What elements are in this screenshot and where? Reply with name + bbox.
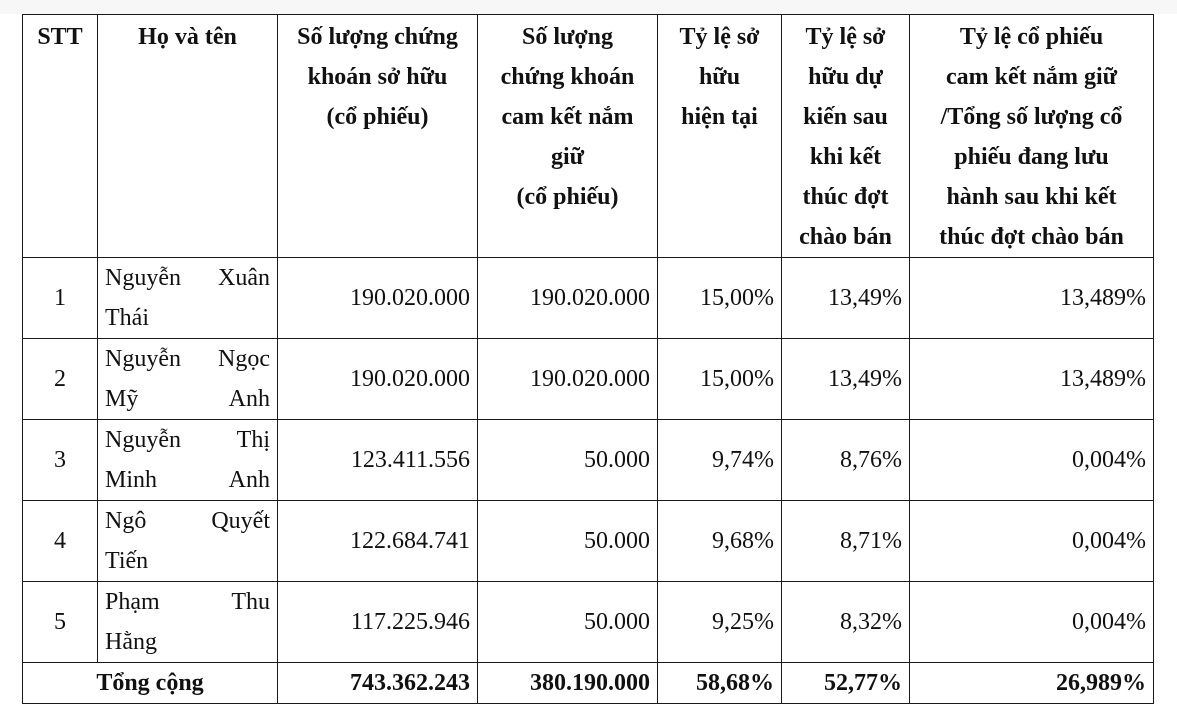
cell-committed-shares: 190.020.000 [478, 258, 658, 339]
cell-committed-shares: 50.000 [478, 420, 658, 501]
cell-current-ratio: 9,25% [658, 582, 782, 663]
table-row [23, 582, 1154, 663]
cell-name-line: Minh Anh [105, 467, 270, 493]
total-row [23, 663, 1154, 704]
cell-current-ratio: 9,74% [658, 420, 782, 501]
cell-name-line: Tiến [105, 548, 149, 574]
header-current-ratio [658, 15, 782, 258]
table-row [23, 258, 1154, 339]
header-expected-ratio-line: thúc đợt [802, 184, 889, 210]
cell-name-line: Nguyễn Thị [105, 427, 270, 453]
cell-expected-ratio: 8,71% [782, 501, 910, 582]
cell-committed-shares: 190.020.000 [478, 339, 658, 420]
header-expected-ratio-line: Tỷ lệ sở [805, 24, 886, 50]
cell-stt: 1 [23, 258, 98, 339]
total-current-ratio: 58,68% [658, 663, 782, 704]
cell-expected-ratio: 8,32% [782, 582, 910, 663]
cell-current-ratio: 9,68% [658, 501, 782, 582]
cell-name-line: Mỹ Anh [105, 386, 270, 412]
header-current-ratio-line: Tỷ lệ sở [679, 24, 760, 50]
header-current-ratio-line: hữu [698, 64, 741, 90]
cell-stt: 4 [23, 501, 98, 582]
cell-owned-shares: 190.020.000 [278, 258, 478, 339]
cell-name [98, 339, 278, 420]
cell-name-line: Nguyễn Xuân [105, 265, 270, 291]
header-committed-ratio [910, 15, 1154, 258]
cell-stt: 5 [23, 582, 98, 663]
cell-expected-ratio: 13,49% [782, 258, 910, 339]
header-expected-ratio [782, 15, 910, 258]
cell-stt: 2 [23, 339, 98, 420]
cell-owned-shares: 117.225.946 [278, 582, 478, 663]
table-row [23, 420, 1154, 501]
header-owned-line: Số lượng chứng [297, 24, 458, 50]
cell-committed-ratio: 13,489% [910, 339, 1154, 420]
cell-committed-ratio: 0,004% [910, 420, 1154, 501]
header-committed-ratio-line: Tỷ lệ cổ phiếu [959, 24, 1104, 50]
header-committed-ratio-line: cam kết nắm giữ [945, 64, 1118, 90]
cell-name [98, 582, 278, 663]
cell-owned-shares: 190.020.000 [278, 339, 478, 420]
header-stt [23, 15, 98, 258]
cell-name-line: Phạm Thu [105, 589, 270, 615]
cell-current-ratio: 15,00% [658, 339, 782, 420]
header-current-ratio-line: hiện tại [681, 104, 758, 130]
total-committed-shares: 380.190.000 [478, 663, 658, 704]
header-owned-line: (cổ phiếu) [326, 104, 429, 130]
header-expected-ratio-line: hữu dự [808, 64, 883, 90]
cell-name-line: Nguyễn Ngọc [105, 346, 270, 372]
cell-name-line: Ngô Quyết [105, 508, 270, 534]
page-top-shade [0, 0, 1177, 14]
cell-committed-ratio: 0,004% [910, 501, 1154, 582]
header-committed-line: giữ [550, 144, 585, 170]
cell-stt: 3 [23, 420, 98, 501]
total-expected-ratio: 52,77% [782, 663, 910, 704]
cell-name [98, 501, 278, 582]
cell-expected-ratio: 13,49% [782, 339, 910, 420]
cell-owned-shares: 122.684.741 [278, 501, 478, 582]
header-name-text: Họ và tên [138, 24, 237, 50]
shareholder-commitment-table [22, 14, 1154, 704]
cell-name [98, 420, 278, 501]
header-committed-ratio-line: /Tổng số lượng cổ [940, 104, 1123, 130]
header-stt-text: STT [37, 24, 83, 50]
cell-expected-ratio: 8,76% [782, 420, 910, 501]
header-committed-ratio-line: phiếu đang lưu [954, 144, 1109, 170]
header-committed-line: chứng khoán [500, 64, 635, 90]
table-row [23, 501, 1154, 582]
table-row [23, 339, 1154, 420]
header-owned-line: khoán sở hữu [307, 64, 448, 90]
cell-owned-shares: 123.411.556 [278, 420, 478, 501]
header-committed-line: (cổ phiếu) [516, 184, 619, 210]
cell-committed-ratio: 0,004% [910, 582, 1154, 663]
cell-name [98, 258, 278, 339]
header-name [98, 15, 278, 258]
cell-committed-shares: 50.000 [478, 501, 658, 582]
total-committed-ratio: 26,989% [910, 663, 1154, 704]
total-label: Tổng cộng [23, 663, 278, 704]
header-owned-shares [278, 15, 478, 258]
header-committed-line: cam kết nắm [501, 104, 634, 130]
header-expected-ratio-line: kiến sau [803, 104, 888, 130]
cell-name-line: Thái [105, 305, 149, 331]
header-row [23, 15, 1154, 258]
cell-committed-ratio: 13,489% [910, 258, 1154, 339]
header-committed-ratio-line: thúc đợt chào bán [939, 224, 1124, 250]
cell-committed-shares: 50.000 [478, 582, 658, 663]
header-committed-ratio-line: hành sau khi kết [946, 184, 1117, 210]
header-expected-ratio-line: chào bán [799, 224, 892, 250]
cell-current-ratio: 15,00% [658, 258, 782, 339]
cell-name-line: Hằng [105, 629, 157, 655]
header-committed-shares [478, 15, 658, 258]
total-owned-shares: 743.362.243 [278, 663, 478, 704]
header-expected-ratio-line: khi kết [809, 144, 882, 170]
header-committed-line: Số lượng [521, 24, 614, 50]
